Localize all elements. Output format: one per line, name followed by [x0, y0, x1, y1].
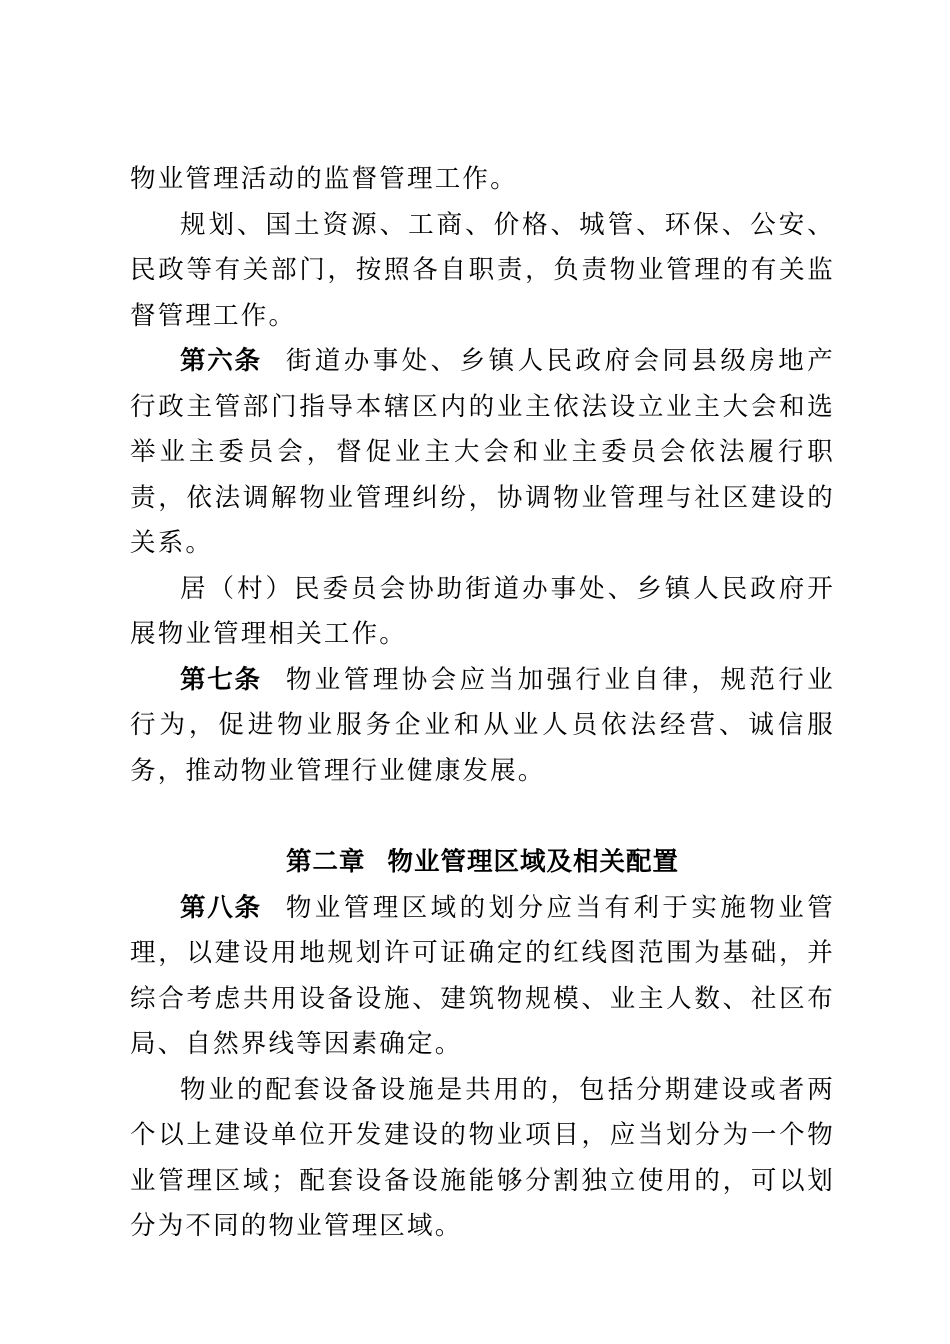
paragraph [130, 567, 835, 658]
document-body [130, 157, 835, 1250]
article-number: 第六条 [180, 346, 262, 376]
chapter-number: 第二章 [285, 847, 366, 877]
paragraph [130, 203, 835, 340]
article-number: 第八条 [180, 892, 262, 923]
article-paragraph [130, 886, 835, 1068]
paragraph-text: 物业管理活动的监督管理工作。 [130, 164, 518, 194]
paragraph-text: 物业的配套设备设施是共用的，包括分期建设或者两个以上建设单位开发建设的物业项目，应当划分为一个物业管理区域；配套设备设施能够分割独立使用的，可以划分为不同的物业管理区域。 [130, 1074, 835, 1241]
paragraph-text: 物业管理协会应当加强行业自律，规范行业行为，促进物业服务企业和从业人员依法经营、诚信服务，推动物业管理行业健康发展。 [130, 664, 835, 786]
paragraph [130, 157, 835, 203]
section-gap [130, 794, 835, 840]
chapter-title-text: 物业管理区域及相关配置 [387, 847, 680, 877]
paragraph-text: 居（村）民委员会协助街道办事处、乡镇人民政府开展物业管理相关工作。 [130, 573, 835, 649]
article-number: 第七条 [180, 664, 262, 695]
article-paragraph [130, 339, 835, 567]
paragraph [130, 1068, 835, 1250]
paragraph-text: 规划、国土资源、工商、价格、城管、环保、公安、民政等有关部门，按照各自职责，负责物业管理的有关监督管理工作。 [130, 209, 835, 331]
chapter-heading [130, 840, 835, 886]
paragraph-text: 物业管理区域的划分应当有利于实施物业管理，以建设用地规划许可证确定的红线图范围为基础，并综合考虑共用设备设施、建筑物规模、业主人数、社区布局、自然界线等因素确定。 [130, 892, 835, 1059]
article-paragraph [130, 658, 835, 795]
paragraph-text: 街道办事处、乡镇人民政府会同县级房地产行政主管部门指导本辖区内的业主依法设立业主大会和选举业主委员会，督促业主大会和业主委员会依法履行职责，依法调解物业管理纠纷，协调物业管理与社区建设的关系。 [130, 346, 835, 558]
